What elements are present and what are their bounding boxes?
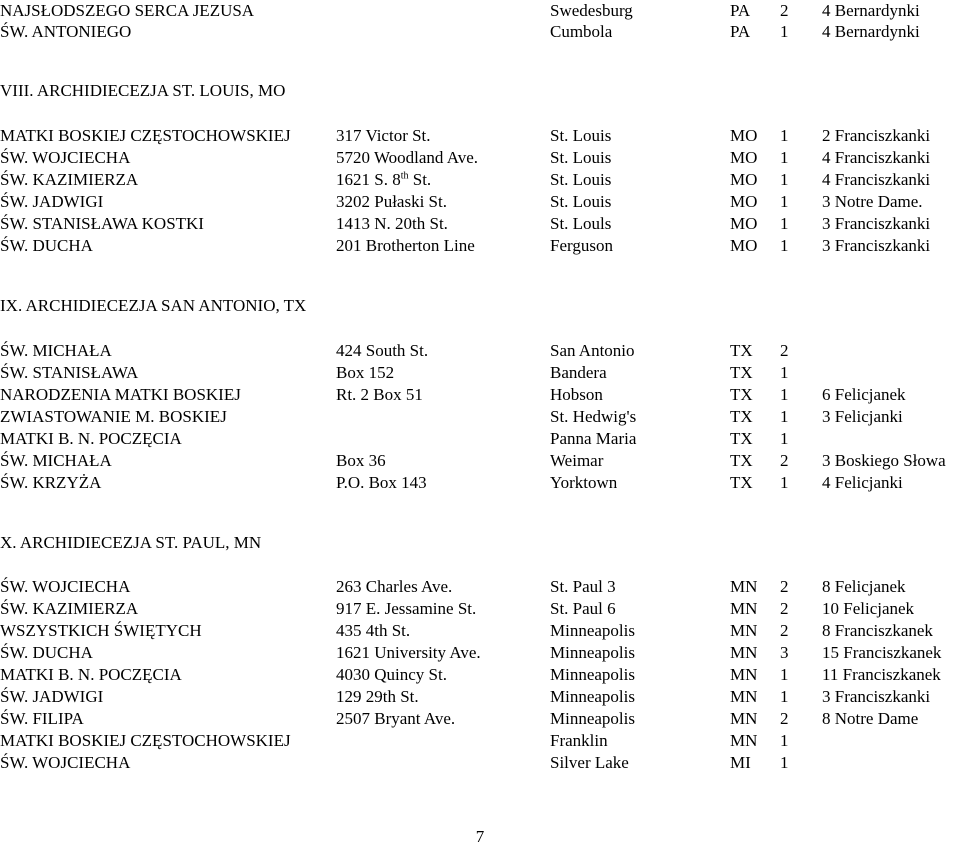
parish-state: MI: [730, 753, 751, 772]
parish-city: Panna Maria: [550, 429, 637, 448]
parish-order: 3 Franciszkanki: [822, 214, 931, 233]
parish-row: [0, 125, 960, 146]
parish-city: Silver Lake: [550, 753, 629, 772]
parish-number: 2: [780, 709, 789, 728]
parish-row: [0, 450, 960, 471]
parish-number: 1: [780, 22, 789, 41]
parish-number: 1: [780, 665, 789, 684]
parish-number: 1: [780, 385, 789, 404]
parish-name: ŚW. JADWIGI: [0, 687, 104, 706]
parish-number: 1: [780, 126, 789, 145]
parish-row: [0, 213, 960, 234]
parish-order: 15 Franciszkanek: [822, 643, 942, 662]
parish-row: [0, 708, 960, 729]
parish-number: 1: [780, 236, 789, 255]
parish-order: 8 Notre Dame: [822, 709, 919, 728]
parish-name: ŚW. ANTONIEGO: [0, 22, 132, 41]
parish-address: 4030 Quincy St.: [336, 665, 447, 684]
parish-state: TX: [730, 363, 753, 382]
parish-state: MN: [730, 599, 758, 618]
parish-city: St. Louis: [550, 126, 612, 145]
parish-row: [0, 472, 960, 493]
parish-name: ŚW. KAZIMIERZA: [0, 170, 139, 189]
parish-row: [0, 169, 960, 190]
parish-number: 2: [780, 341, 789, 360]
parish-row: [0, 730, 960, 751]
parish-row: [0, 686, 960, 707]
parish-order: 6 Felicjanek: [822, 385, 906, 404]
parish-state: PA: [730, 22, 751, 41]
parish-city: Ferguson: [550, 236, 613, 255]
parish-name: ŚW. KAZIMIERZA: [0, 599, 139, 618]
parish-city: St. Louls: [550, 214, 612, 233]
parish-address: 1413 N. 20th St.: [336, 214, 448, 233]
parish-number: 1: [780, 148, 789, 167]
parish-name: ZWIASTOWANIE M. BOSKIEJ: [0, 407, 227, 426]
parish-city: Weimar: [550, 451, 604, 470]
parish-city: Minneapolis: [550, 665, 635, 684]
parish-row: [0, 752, 960, 773]
parish-address: 1621 S. 8th St.: [336, 170, 432, 189]
parish-state: PA: [730, 1, 751, 20]
parish-state: TX: [730, 451, 753, 470]
parish-name: ŚW. MICHAŁA: [0, 451, 112, 470]
parish-row: [0, 340, 960, 361]
parish-state: MN: [730, 621, 758, 640]
parish-city: St. Louis: [550, 148, 612, 167]
parish-row: [0, 642, 960, 663]
parish-address: 201 Brotherton Line: [336, 236, 475, 255]
parish-address: 3202 Pułaski St.: [336, 192, 447, 211]
parish-city: St. Paul 6: [550, 599, 616, 618]
parish-order: 8 Franciszkanek: [822, 621, 933, 640]
parish-number: 1: [780, 363, 789, 382]
parish-name: NAJSŁODSZEGO SERCA JEZUSA: [0, 1, 255, 20]
parish-state: MO: [730, 126, 758, 145]
parish-city: Minneapolis: [550, 709, 635, 728]
parish-number: 1: [780, 687, 789, 706]
parish-address: Box 152: [336, 363, 395, 382]
parish-address: 2507 Bryant Ave.: [336, 709, 456, 728]
parish-name: ŚW. WOJCIECHA: [0, 753, 131, 772]
parish-state: MN: [730, 731, 758, 750]
parish-name: ŚW. WOJCIECHA: [0, 577, 131, 596]
parish-city: Bandera: [550, 363, 607, 382]
parish-address: 1621 University Ave.: [336, 643, 481, 662]
parish-order: 10 Felicjanek: [822, 599, 915, 618]
section-heading: IX. ARCHIDIECEZJA SAN ANTONIO, TX: [0, 296, 307, 315]
parish-row: [0, 384, 960, 405]
parish-row: [0, 21, 960, 42]
parish-number: 1: [780, 429, 789, 448]
parish-state: TX: [730, 407, 753, 426]
parish-row: [0, 406, 960, 427]
parish-state: MO: [730, 148, 758, 167]
parish-address: 424 South St.: [336, 341, 429, 360]
parish-city: St. Paul 3: [550, 577, 616, 596]
parish-city: Minneapolis: [550, 687, 635, 706]
parish-number: 1: [780, 170, 789, 189]
parish-row: [0, 620, 960, 641]
parish-name: MATKI B. N. POCZĘCIA: [0, 429, 182, 448]
parish-order: 8 Felicjanek: [822, 577, 906, 596]
parish-name: ŚW. WOJCIECHA: [0, 148, 131, 167]
parish-address: 435 4th St.: [336, 621, 411, 640]
parish-address: 5720 Woodland Ave.: [336, 148, 479, 167]
parish-state: MN: [730, 709, 758, 728]
parish-name: ŚW. DUCHA: [0, 236, 93, 255]
parish-order: 4 Felicjanki: [822, 473, 903, 492]
page-number: 7: [475, 827, 485, 846]
parish-number: 3: [780, 643, 789, 662]
parish-order: 11 Franciszkanek: [822, 665, 941, 684]
parish-order: 4 Bernardynki: [822, 1, 920, 20]
parish-row: [0, 428, 960, 449]
parish-state: MO: [730, 214, 758, 233]
parish-city: Minneapolis: [550, 621, 635, 640]
parish-city: San Antonio: [550, 341, 635, 360]
parish-name: ŚW. JADWIGI: [0, 192, 104, 211]
parish-order: 4 Franciszkanki: [822, 170, 931, 189]
parish-name: ŚW. STANISŁAWA KOSTKI: [0, 214, 204, 233]
parish-number: 2: [780, 1, 789, 20]
parish-state: MN: [730, 577, 758, 596]
parish-order: 3 Notre Dame.: [822, 192, 923, 211]
parish-city: Hobson: [550, 385, 603, 404]
parish-name: NARODZENIA MATKI BOSKIEJ: [0, 385, 241, 404]
parish-city: St. Louis: [550, 192, 612, 211]
parish-city: St. Louis: [550, 170, 612, 189]
parish-name: MATKI BOSKIEJ CZĘSTOCHOWSKIEJ: [0, 731, 291, 750]
parish-order: 4 Bernardynki: [822, 22, 920, 41]
parish-order: 3 Franciszkanki: [822, 687, 931, 706]
parish-name: WSZYSTKICH ŚWIĘTYCH: [0, 621, 202, 640]
parish-city: Swedesburg: [550, 1, 633, 20]
parish-number: 1: [780, 753, 789, 772]
parish-order: 3 Boskiego Słowa: [822, 451, 946, 470]
parish-address: 317 Victor St.: [336, 126, 431, 145]
parish-number: 1: [780, 192, 789, 211]
parish-city: Yorktown: [550, 473, 618, 492]
parish-number: 1: [780, 473, 789, 492]
parish-name: MATKI BOSKIEJ CZĘSTOCHOWSKIEJ: [0, 126, 291, 145]
parish-number: 1: [780, 731, 789, 750]
parish-row: [0, 576, 960, 597]
parish-row: [0, 598, 960, 619]
parish-city: St. Hedwig's: [550, 407, 637, 426]
parish-state: MN: [730, 687, 758, 706]
parish-state: TX: [730, 341, 753, 360]
parish-name: ŚW. KRZYŻA: [0, 473, 102, 492]
section-heading: VIII. ARCHIDIECEZJA ST. LOUIS, MO: [0, 81, 286, 100]
parish-name: ŚW. FILIPA: [0, 709, 84, 728]
parish-number: 1: [780, 214, 789, 233]
parish-city: Cumbola: [550, 22, 613, 41]
parish-row: [0, 664, 960, 685]
parish-name: ŚW. DUCHA: [0, 643, 93, 662]
parish-row: [0, 235, 960, 256]
parish-number: 2: [780, 621, 789, 640]
parish-address: Box 36: [336, 451, 386, 470]
parish-order: 2 Franciszkanki: [822, 126, 931, 145]
parish-state: TX: [730, 385, 753, 404]
parish-number: 2: [780, 577, 789, 596]
parish-state: TX: [730, 429, 753, 448]
parish-name: MATKI B. N. POCZĘCIA: [0, 665, 182, 684]
parish-row: [0, 362, 960, 383]
parish-name: ŚW. STANISŁAWA: [0, 363, 139, 382]
parish-address: P.O. Box 143: [336, 473, 427, 492]
parish-state: TX: [730, 473, 753, 492]
parish-address: Rt. 2 Box 51: [336, 385, 423, 404]
parish-name: ŚW. MICHAŁA: [0, 341, 112, 360]
parish-state: MO: [730, 236, 758, 255]
parish-number: 2: [780, 451, 789, 470]
parish-address: 129 29th St.: [336, 687, 419, 706]
parish-row: [0, 147, 960, 168]
parish-state: MO: [730, 192, 758, 211]
parish-order: 3 Franciszkanki: [822, 236, 931, 255]
parish-state: MN: [730, 665, 758, 684]
parish-row: [0, 0, 960, 21]
parish-number: 2: [780, 599, 789, 618]
parish-row: [0, 191, 960, 212]
section-heading: X. ARCHIDIECEZJA ST. PAUL, MN: [0, 533, 262, 552]
parish-order: 4 Franciszkanki: [822, 148, 931, 167]
parish-city: Minneapolis: [550, 643, 635, 662]
parish-state: MO: [730, 170, 758, 189]
parish-state: MN: [730, 643, 758, 662]
parish-address: 917 E. Jessamine St.: [336, 599, 477, 618]
parish-number: 1: [780, 407, 789, 426]
parish-address: 263 Charles Ave.: [336, 577, 453, 596]
parish-city: Franklin: [550, 731, 608, 750]
parish-order: 3 Felicjanki: [822, 407, 903, 426]
